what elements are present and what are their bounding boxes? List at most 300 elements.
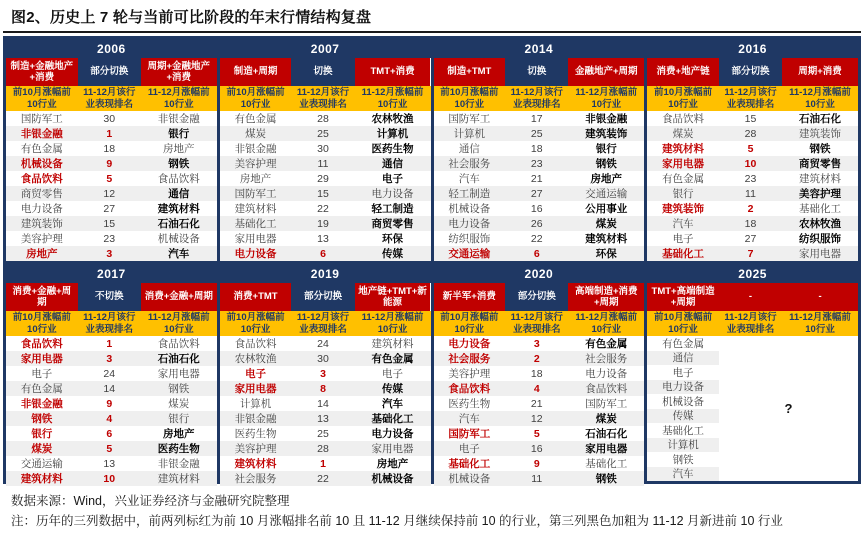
table-row (647, 186, 858, 201)
subheader-cell: 11-12月涨幅前10行业 (361, 87, 424, 110)
rank-cell: 2 (747, 202, 754, 215)
industry-cell: 社会服务 (448, 353, 491, 365)
rank-cell: 15 (317, 187, 329, 200)
year-group-2017 (6, 264, 217, 485)
table-row (434, 111, 645, 126)
rank-cell: 5 (106, 442, 113, 455)
new-top-industry-cell: 公用事业 (585, 203, 628, 215)
industry-cell: 家用电器 (234, 233, 277, 245)
phase-header-row (434, 283, 645, 311)
new-top-industry-cell: 银行 (168, 128, 190, 140)
new-top-industry-cell: 社会服务 (585, 353, 628, 365)
table-row (434, 201, 645, 216)
new-top-industry-cell: 钢铁 (168, 383, 190, 395)
phase-header-cell: 部分切换 (505, 283, 568, 311)
new-top-industry-cell: 农林牧渔 (371, 113, 414, 125)
table-row (220, 141, 431, 156)
table-row (647, 111, 858, 126)
industry-cell: 有色金属 (20, 383, 63, 395)
new-top-industry-cell: 建筑材料 (157, 473, 200, 485)
phase-header-cell: TMT+消费 (355, 58, 431, 86)
subheader-cell: 11-12月涨幅前10行业 (361, 312, 424, 335)
new-top-industry-cell: 农林牧渔 (799, 218, 842, 230)
year-label: 2007 (220, 39, 431, 58)
rank-cell: 11 (531, 472, 543, 485)
new-top-industry-cell: 家用电器 (799, 248, 842, 260)
rank-cell: 6 (106, 427, 113, 440)
rank-cell: 10 (103, 472, 116, 485)
table-row (434, 141, 645, 156)
new-top-industry-cell: 房地产 (590, 173, 623, 185)
year-group-2025 (647, 264, 858, 481)
new-top-industry-cell: 电力设备 (371, 188, 414, 200)
rank-cell: 11 (317, 157, 329, 170)
year-group-2019 (220, 264, 431, 485)
rank-cell: 28 (317, 442, 329, 455)
industry-cell: 基础化工 (448, 458, 491, 470)
table-row (6, 336, 217, 351)
subheader-cell: 11-12月该行业表现排名 (83, 87, 136, 110)
subheader-row (647, 311, 858, 336)
industry-cell: 电子 (672, 366, 694, 379)
year-group-2014 (434, 39, 645, 261)
industry-cell: 煤炭 (245, 128, 267, 140)
industry-cell: 房地产 (26, 248, 58, 260)
data-rows (220, 336, 431, 485)
industry-cell: 电子 (458, 443, 480, 455)
table-row (434, 426, 645, 441)
new-top-industry-cell: 食品饮料 (585, 383, 628, 395)
industry-cell: 家用电器 (234, 383, 277, 395)
table-row (220, 441, 431, 456)
table-row (6, 246, 217, 261)
table-row (220, 246, 431, 261)
industry-cell: 建筑装饰 (662, 203, 705, 215)
data-rows (6, 336, 217, 485)
figure-title: 图2、历史上 7 轮与当前可比阶段的年末行情结构复盘 (11, 9, 372, 26)
industry-cell: 传媒 (647, 409, 719, 424)
industry-cell: 电子 (245, 368, 267, 380)
industry-cell: 煤炭 (31, 443, 53, 455)
table-row (6, 456, 217, 471)
rank-cell: 4 (106, 412, 113, 425)
table-row (647, 171, 858, 186)
phase-header-row (647, 58, 858, 86)
table-row (6, 471, 217, 486)
new-top-industry-cell: 家用电器 (585, 443, 628, 455)
subheader-row (220, 311, 431, 336)
industry-cell: 美容护理 (234, 158, 277, 170)
industry-cell: 美容护理 (448, 368, 491, 380)
rank-cell: 28 (317, 112, 329, 125)
rank-cell: 30 (317, 142, 329, 155)
industry-cell: 电力设备 (234, 248, 277, 260)
industry-cell: 轻工制造 (448, 188, 491, 200)
data-rows (220, 111, 431, 261)
rank-cell: 6 (533, 247, 540, 260)
new-top-industry-cell: 非银金融 (157, 113, 200, 125)
industry-cell: 有色金属 (234, 113, 277, 125)
table-row (220, 471, 431, 486)
rank-cell: 18 (530, 142, 543, 155)
phase-header-cell: 制造+TMT (434, 58, 506, 86)
industry-cell: 房地产 (239, 173, 272, 185)
subheader-row (647, 86, 858, 111)
subheader-cell: 11-12月该行业表现排名 (296, 87, 350, 110)
industry-cell: 医药生物 (234, 428, 277, 440)
subheader-cell: 11-12月涨幅前10行业 (789, 312, 851, 335)
subheader-cell: 11-12月涨幅前10行业 (147, 312, 210, 335)
rank-cell: 21 (530, 172, 543, 185)
industry-cell: 机械设备 (20, 158, 63, 170)
industry-cell: 国防军工 (234, 188, 277, 200)
new-top-industry-cell: 医药生物 (371, 143, 414, 155)
subheader-cell: 前10月涨幅前10行业 (226, 87, 285, 110)
data-rows (647, 336, 858, 481)
table-row (6, 216, 217, 231)
industry-cell: 社会服务 (234, 473, 277, 485)
new-top-industry-cell: 环保 (595, 248, 617, 260)
subheader-cell: 11-12月涨幅前10行业 (575, 87, 638, 110)
rank-cell: 3 (106, 352, 113, 365)
rank-cell: 18 (744, 217, 757, 230)
table-row (647, 156, 858, 171)
table-row (6, 441, 217, 456)
rank-cell: 7 (747, 247, 754, 260)
rank-cell: 3 (320, 367, 326, 380)
new-top-industry-cell: 基础化工 (371, 413, 414, 425)
rank-cell: 13 (103, 457, 116, 470)
industry-cell: 非银金融 (234, 413, 277, 425)
new-top-industry-cell: 机械设备 (371, 473, 414, 485)
new-top-industry-cell: 医药生物 (157, 443, 200, 455)
industry-cell: 非银金融 (20, 398, 63, 410)
new-top-industry-cell: 美容护理 (799, 188, 842, 200)
industry-cell: 国防军工 (448, 113, 491, 125)
new-top-industry-cell: 建筑材料 (157, 203, 200, 215)
industry-cell: 国防军工 (448, 428, 491, 440)
table-row (434, 246, 645, 261)
rank-cell: 22 (317, 472, 329, 485)
subheader-row (220, 86, 431, 111)
table-row (6, 351, 217, 366)
rank-cell: 10 (744, 157, 757, 170)
new-top-industry-cell: 有色金属 (585, 338, 628, 350)
subheader-cell: 11-12月该行业表现排名 (724, 87, 777, 110)
phase-header-cell: 周期+金融地产+消费 (141, 58, 217, 86)
table-row (434, 471, 645, 486)
rank-cell: 12 (103, 187, 116, 200)
subheader-row (6, 311, 217, 336)
subheader-cell: 11-12月该行业表现排名 (510, 87, 563, 110)
rank-cell: 23 (530, 157, 543, 170)
industry-cell: 建筑材料 (234, 458, 277, 470)
new-top-industry-cell: 非银金融 (157, 458, 200, 470)
rank-cell: 14 (317, 397, 329, 410)
industry-cell: 机械设备 (448, 473, 491, 485)
rank-cell: 18 (103, 142, 116, 155)
table-row (6, 111, 217, 126)
new-top-industry-cell: 基础化工 (799, 203, 842, 215)
rank-cell: 30 (317, 352, 329, 365)
data-source-text: 数据来源：Wind，兴业证券经济与金融研究院整理 (11, 494, 290, 508)
phase-header-cell: 地产链+TMT+新能源 (355, 283, 431, 311)
new-top-industry-cell: 建筑装饰 (585, 128, 628, 140)
table-row (647, 141, 858, 156)
rank-cell: 8 (320, 382, 326, 395)
new-top-industry-cell: 汽车 (382, 398, 404, 410)
new-top-industry-cell: 交通运输 (585, 188, 628, 200)
table-row (434, 186, 645, 201)
industry-cell: 电子 (31, 368, 53, 380)
rank-cell: 1 (106, 127, 113, 140)
table-row (6, 171, 217, 186)
phase-header-cell: 新半军+消费 (434, 283, 506, 311)
new-top-industry-cell: 通信 (382, 158, 404, 170)
new-top-industry-cell: 建筑材料 (799, 173, 842, 185)
new-top-industry-cell: 基础化工 (585, 458, 628, 470)
phase-header-cell: 周期+消费 (782, 58, 858, 86)
new-top-industry-cell: 煤炭 (595, 413, 617, 425)
new-top-industry-cell: 石油石化 (157, 218, 200, 230)
industry-cell: 银行 (31, 428, 53, 440)
year-label: 2019 (220, 264, 431, 283)
phase-header-cell: 制造+金融地产+消费 (6, 58, 78, 86)
new-top-industry-cell: 钢铁 (168, 158, 190, 170)
new-top-industry-cell: 家用电器 (371, 443, 414, 455)
industry-cell: 纺织服饰 (448, 233, 491, 245)
table-row (6, 426, 217, 441)
industry-cell: 食品饮料 (234, 338, 277, 350)
rank-cell: 9 (106, 397, 113, 410)
table-row (6, 141, 217, 156)
rank-cell: 16 (530, 202, 543, 215)
rank-cell: 23 (103, 232, 116, 245)
table-row (220, 366, 431, 381)
subheader-cell: 11-12月该行业表现排名 (510, 312, 563, 335)
phase-header-cell: 消费+TMT (220, 283, 292, 311)
rank-cell: 17 (530, 112, 543, 125)
table-row (434, 411, 645, 426)
rank-cell: 18 (530, 367, 543, 380)
data-rows (6, 111, 217, 261)
table-row (434, 231, 645, 246)
table-row (220, 396, 431, 411)
subheader-cell: 11-12月该行业表现排名 (724, 312, 777, 335)
industry-cell: 钢铁 (31, 413, 53, 425)
table-top-half (6, 39, 858, 261)
industry-cell: 建筑材料 (662, 143, 705, 155)
industry-cell: 计算机 (239, 398, 272, 410)
industry-cell: 非银金融 (20, 128, 63, 140)
industry-cell: 通信 (458, 143, 480, 155)
phase-header-cell: 高端制造+消费+周期 (568, 283, 644, 311)
rank-cell: 21 (530, 397, 543, 410)
table-row (6, 231, 217, 246)
table-bottom-half (6, 264, 858, 485)
rank-cell: 9 (106, 157, 113, 170)
new-top-industry-cell: 纺织服饰 (799, 233, 842, 245)
industry-cell: 有色金属 (662, 337, 705, 350)
pending-question-mark: ? (719, 336, 858, 481)
industry-cell: 美容护理 (20, 233, 63, 245)
rank-cell: 13 (317, 412, 329, 425)
rank-cell: 1 (106, 337, 113, 350)
new-top-industry-cell: 电力设备 (371, 428, 414, 440)
rank-cell: 9 (533, 457, 540, 470)
year-label: 2020 (434, 264, 645, 283)
new-top-industry-cell: 银行 (595, 143, 617, 155)
legend-note-text: 注：历年的三列数据中，前两列标红为前 10 月涨幅排名前 10 且 11-12 月继续保持前 10 的行业，第三列黑色加粗为 11-12 月新进前 10 行业 (11, 514, 783, 528)
phase-header-row (647, 283, 858, 311)
rank-cell: 22 (317, 202, 329, 215)
rank-cell: 30 (103, 112, 116, 125)
data-rows (647, 111, 858, 261)
industry-cell: 家用电器 (662, 158, 705, 170)
industry-cell: 国防军工 (20, 113, 63, 125)
industry-cell: 电力设备 (647, 380, 719, 395)
table-row (220, 411, 431, 426)
phase-header-cell: 金融地产+周期 (568, 58, 644, 86)
rank-cell: 15 (744, 112, 757, 125)
new-top-industry-cell: 房地产 (163, 143, 195, 155)
industry-cell: 建筑材料 (20, 473, 63, 485)
table-row (434, 216, 645, 231)
industry-cell: 计算机 (647, 438, 719, 453)
rank-cell: 27 (744, 232, 757, 245)
rank-cell: 3 (533, 337, 540, 350)
year-label: 2014 (434, 39, 645, 58)
new-top-industry-cell: 传媒 (382, 248, 404, 260)
year-label: 2017 (6, 264, 217, 283)
rank-cell: 23 (744, 172, 757, 185)
phase-header-row (6, 283, 217, 311)
subheader-cell: 前10月涨幅前10行业 (12, 312, 71, 335)
phase-header-cell: 消费+地产链 (647, 58, 719, 86)
new-top-industry-cell: 计算机 (376, 128, 409, 140)
industry-cell: 家用电器 (20, 353, 63, 365)
phase-header-cell: 切换 (291, 58, 354, 86)
industry-cell: 建筑材料 (234, 203, 277, 215)
new-top-industry-cell: 钢铁 (595, 473, 617, 485)
table-row (434, 366, 645, 381)
subheader-row (434, 86, 645, 111)
industry-cell: 银行 (672, 188, 694, 200)
new-top-industry-cell: 环保 (382, 233, 404, 245)
industry-cell: 食品饮料 (662, 113, 705, 125)
subheader-row (6, 86, 217, 111)
industry-cell: 食品饮料 (20, 338, 63, 350)
phase-header-cell: 部分切换 (78, 58, 141, 86)
table-row (434, 396, 645, 411)
industry-cell: 有色金属 (662, 173, 705, 185)
table-row (220, 201, 431, 216)
data-rows (434, 336, 645, 485)
phase-header-cell: 不切换 (78, 283, 141, 311)
industry-column (647, 336, 719, 481)
subheader-cell: 11-12月涨幅前10行业 (575, 312, 638, 335)
subheader-cell: 11-12月涨幅前10行业 (147, 87, 210, 110)
phase-header-cell: 部分切换 (291, 283, 354, 311)
phase-header-cell: - (719, 283, 782, 311)
new-top-industry-cell: 煤炭 (168, 398, 190, 410)
figure-footer (3, 484, 861, 531)
new-top-industry-cell: 银行 (168, 413, 190, 425)
table-row (434, 441, 645, 456)
rank-cell: 26 (530, 217, 543, 230)
subheader-cell: 11-12月该行业表现排名 (83, 312, 136, 335)
new-top-industry-cell: 石油石化 (157, 353, 200, 365)
table-row (6, 381, 217, 396)
table-row (220, 336, 431, 351)
table-row (220, 156, 431, 171)
rank-cell: 28 (744, 127, 757, 140)
table-row (6, 366, 217, 381)
phase-header-cell: 消费+金融+周期 (6, 283, 78, 311)
new-top-industry-cell: 钢铁 (595, 158, 617, 170)
new-top-industry-cell: 煤炭 (595, 218, 617, 230)
new-top-industry-cell: 非银金融 (585, 113, 628, 125)
subheader-cell: 11-12月该行业表现排名 (296, 312, 350, 335)
rotation-review-table (3, 36, 861, 484)
table-row (6, 126, 217, 141)
table-row (647, 246, 858, 261)
rank-cell: 2 (533, 352, 540, 365)
rank-cell: 16 (530, 442, 543, 455)
title-divider (3, 31, 861, 33)
subheader-cell: 前10月涨幅前10行业 (12, 87, 71, 110)
year-label: 2016 (647, 39, 858, 58)
industry-cell: 农林牧渔 (234, 353, 277, 365)
phase-header-row (220, 58, 431, 86)
table-row (220, 186, 431, 201)
year-group-2007 (220, 39, 431, 261)
industry-cell: 基础化工 (662, 424, 705, 437)
phase-header-row (6, 58, 217, 86)
rank-cell: 5 (106, 172, 113, 185)
industry-cell: 通信 (647, 351, 719, 366)
rank-cell: 19 (317, 217, 329, 230)
industry-cell: 汽车 (458, 173, 480, 185)
industry-cell: 机械设备 (662, 395, 705, 408)
phase-header-cell: 制造+周期 (220, 58, 292, 86)
rank-cell: 5 (747, 142, 754, 155)
new-top-industry-cell: 家用电器 (157, 368, 200, 380)
new-top-industry-cell: 通信 (168, 188, 190, 200)
rank-cell: 27 (103, 202, 116, 215)
new-top-industry-cell: 房地产 (163, 428, 195, 440)
new-top-industry-cell: 石油石化 (585, 428, 628, 440)
subheader-cell: 前10月涨幅前10行业 (226, 312, 285, 335)
industry-cell: 基础化工 (234, 218, 277, 230)
table-row (434, 126, 645, 141)
table-row (434, 171, 645, 186)
rank-cell: 24 (317, 337, 329, 350)
industry-cell: 食品饮料 (448, 383, 491, 395)
rank-cell: 11 (745, 187, 756, 200)
table-row (220, 381, 431, 396)
table-row (6, 201, 217, 216)
new-top-industry-cell: 食品饮料 (157, 338, 200, 350)
industry-cell: 汽车 (458, 413, 480, 425)
table-row (220, 426, 431, 441)
year-label: 2025 (647, 264, 858, 283)
rank-cell: 14 (103, 382, 116, 395)
new-top-industry-cell: 汽车 (168, 248, 190, 260)
new-top-industry-cell: 建筑材料 (371, 338, 414, 350)
table-row (220, 171, 431, 186)
rank-cell: 12 (530, 412, 543, 425)
